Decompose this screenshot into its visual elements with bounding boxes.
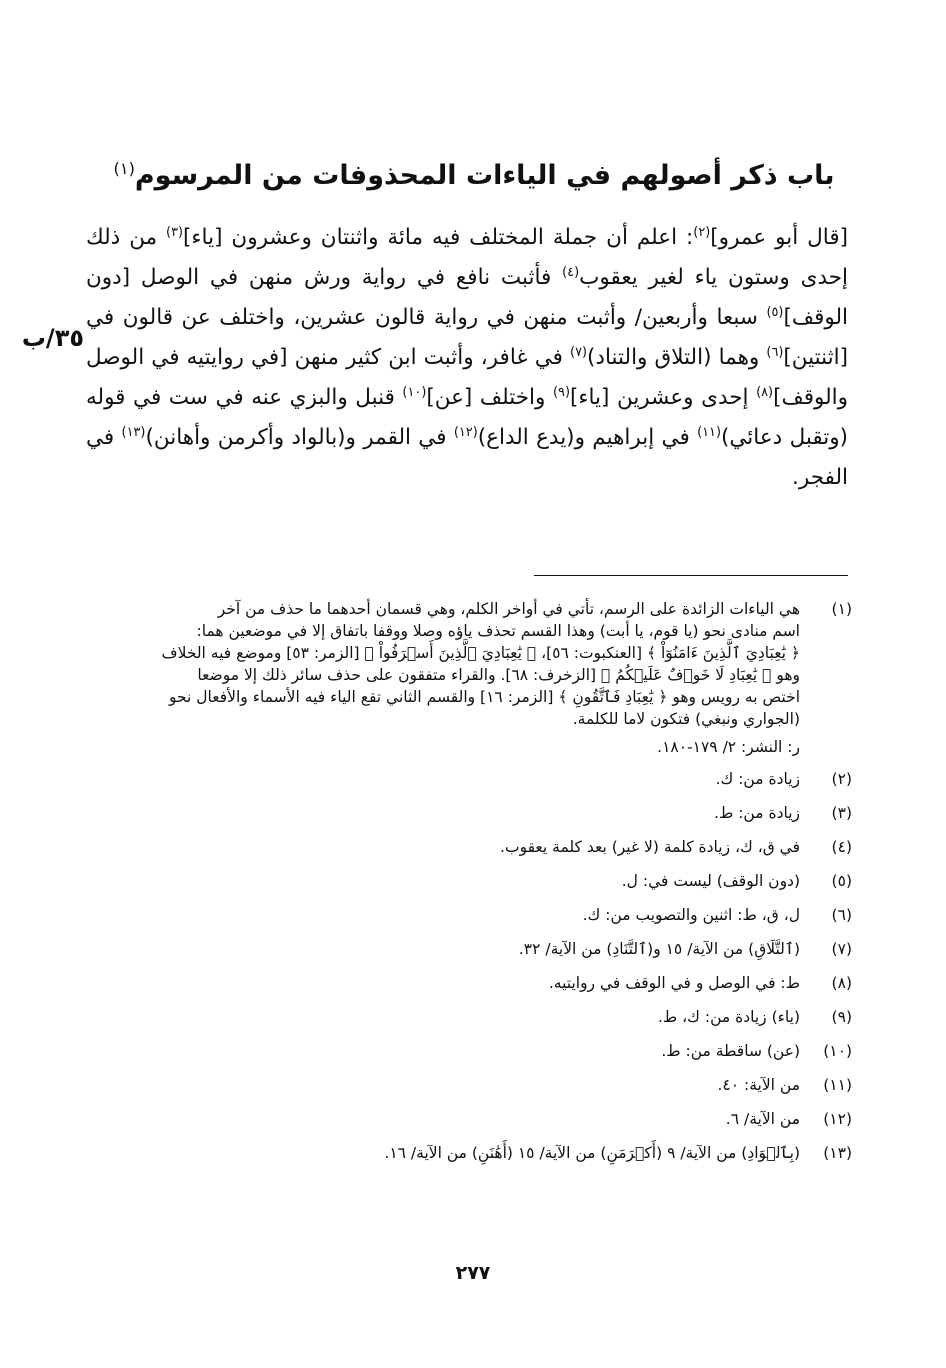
footnote-ref: (٩)	[552, 384, 570, 400]
footnote-item	[62, 932, 852, 966]
footnote-list	[62, 762, 852, 1170]
footnote-item	[62, 864, 852, 898]
footnote-item	[62, 1136, 852, 1170]
footnote-text: (ٱلتَّلَاقِ) من الآية/ ١٥ و(ٱلتَّنَادِ) من الآية/ ٣٢.	[518, 940, 800, 958]
footnote-ref: (١٢)	[453, 424, 478, 440]
footnote-line: (الجواري ونبغي) فتكون لاما للكلمة.	[572, 710, 800, 728]
footnote-ref: (١٠)	[402, 384, 427, 400]
footnote-text: من الآية/ ٦.	[725, 1110, 800, 1128]
text-segment: : اعلم أن جملة المختلف فيه مائة واثنتان وعشرون [ياء]	[183, 225, 694, 250]
footnote-line: اسم منادى نحو (يا قوم، يا أبت) وهذا القسم تحذف ياؤه وصلا ووقفا باتفاق إلا في موضعين هما:	[196, 622, 800, 640]
footnote-text: زيادة من: ط.	[714, 804, 800, 822]
footnote-text: (دون الوقف) ليست في: ل.	[621, 872, 800, 890]
footnote-number: (٢)	[831, 770, 852, 788]
footnote-number: (٧)	[831, 940, 852, 958]
chapter-title-text: باب ذكر أصولهم في الياءات المحذوفات من المرسوم	[134, 160, 835, 191]
footnote-number: (١٢)	[823, 1110, 852, 1128]
text-segment: في القمر و(بالواد وأكرمن وأهانن)	[145, 425, 454, 450]
text-segment: وهما (التلاق والتناد)	[587, 345, 767, 370]
footnote-number: (٤)	[831, 838, 852, 856]
footnote-number: (٣)	[831, 804, 852, 822]
footnote-ref: (٢)	[693, 224, 711, 240]
footnote-source-reference: ر: النشر: ٢/ ١٧٩-١٨٠.	[657, 738, 800, 756]
main-text	[86, 218, 848, 498]
footnote-text: ل، ق، ط: اثنين والتصويب من: ك.	[582, 906, 800, 924]
footnote-item	[62, 898, 852, 932]
footnotes	[62, 598, 852, 1170]
footnote-number: (٩)	[831, 1008, 852, 1026]
footnote-item	[62, 796, 852, 830]
footnote-number: (٥)	[831, 872, 852, 890]
main-paragraph	[86, 218, 848, 498]
text-segment: سبعا وأربعين/ وأثبت منهن في رواية قالون عشرين، واختلف عن قالون في [اثنتين]	[86, 305, 848, 370]
footnote-item	[62, 966, 852, 1000]
manuscript-folio-marker: ٣٥/ب	[21, 324, 84, 352]
text-segment: من ذلك إحدى وستون ياء لغير يعقوب	[86, 225, 848, 290]
footnote-1	[62, 598, 852, 730]
text-segment: [قال أبو عمرو]	[710, 225, 848, 250]
footnote-ref: (٦)	[766, 344, 784, 360]
footnote-text: زيادة من: ك.	[715, 770, 800, 788]
text-segment: في إبراهيم و(يدع الداع)	[477, 425, 698, 450]
footnote-number: (٦)	[831, 906, 852, 924]
footnote-ref: (٣)	[166, 224, 184, 240]
footnote-line: اختص به رويس وهو ﴿ يَٰعِبَادِ فَٱتَّقُونِ ﴾ [الزمر: ١٦] والقسم الثاني تقع الياء فيه الأسماء والأفعال نحو	[169, 688, 800, 706]
footnote-ref: (٧)	[570, 344, 588, 360]
footnote-ref: (٤)	[562, 264, 580, 280]
footnote-ref: (١)	[113, 159, 135, 178]
footnote-text: (عن) ساقطة من: ط.	[661, 1042, 800, 1060]
footnote-item	[62, 1000, 852, 1034]
chapter-title	[100, 156, 848, 196]
footnote-ref: (٥)	[766, 304, 784, 320]
text-segment: واختلف [عن]	[426, 385, 553, 410]
footnote-number: (٨)	[831, 974, 852, 992]
footnote-text: ط: في الوصل و في الوقف في روايتيه.	[548, 974, 800, 992]
footnote-item	[62, 1034, 852, 1068]
footnote-number: (١٣)	[823, 1144, 852, 1162]
text-segment: في الفجر.	[86, 425, 848, 490]
footnote-text: (بِٱلۡوَادِ) من الآية/ ٩ (أَكۡرَمَنِ) من الآية/ ١٥ (أَهَٰنَنِ) من الآية/ ١٦.	[384, 1144, 800, 1162]
footnote-text	[62, 598, 800, 730]
footnote-text: من الآية: ٤٠.	[717, 1076, 800, 1094]
footnote-line: هي الياءات الزائدة على الرسم، تأتي في أواخر الكلم، وهي قسمان أحدهما ما حذف من آخر	[217, 600, 800, 618]
footnote-separator	[534, 575, 848, 576]
footnote-line: وهو ﴿ يَٰعِبَادِ لَا خَوۡفٌ عَلَيۡكُمُ ﴾ [الزخرف: ٦٨]. والقراء متفقون على حذف سائر ذلك إلا موضعا	[197, 666, 800, 684]
footnote-number: (١١)	[823, 1076, 852, 1094]
text-segment: فأثبت نافع في رواية ورش منهن في الوصل [دون الوقف]	[86, 265, 848, 330]
footnote-number: (١)	[831, 600, 852, 618]
footnote-item	[62, 1102, 852, 1136]
footnote-ref: (١٣)	[121, 424, 146, 440]
text-segment: إحدى وعشرين [ياء]	[569, 385, 757, 410]
footnote-ref: (١١)	[697, 424, 721, 440]
footnote-item	[62, 1068, 852, 1102]
text-segment: قنبل والبزي عنه في ست في قوله (وتقبل دعائي)	[86, 385, 848, 450]
footnote-number: (١٠)	[823, 1042, 852, 1060]
footnote-item	[62, 830, 852, 864]
footnote-text: في ق، ك، زيادة كلمة (لا غير) بعد كلمة يعقوب.	[500, 838, 800, 856]
text-segment: في غافر، وأثبت ابن كثير منهن [في روايتيه في الوصل والوقف]	[86, 345, 849, 410]
footnote-item	[62, 762, 852, 796]
footnote-ref: (٨)	[756, 384, 774, 400]
footnote-line: ﴿ يَٰعِبَادِيَ ٱلَّذِينَ ءَامَنُوٓاْ ﴾ [العنكبوت: ٥٦]، ﴿ يَٰعِبَادِيَ ٱلَّذِينَ أَسۡرَفُواْ ﴾ [الزمر: ٥٣] وموضع فيه الخلاف	[161, 644, 800, 662]
footnote-text: (ياء) زيادة من: ك، ط.	[657, 1008, 800, 1026]
page-number: ٢٧٧	[455, 1262, 491, 1284]
